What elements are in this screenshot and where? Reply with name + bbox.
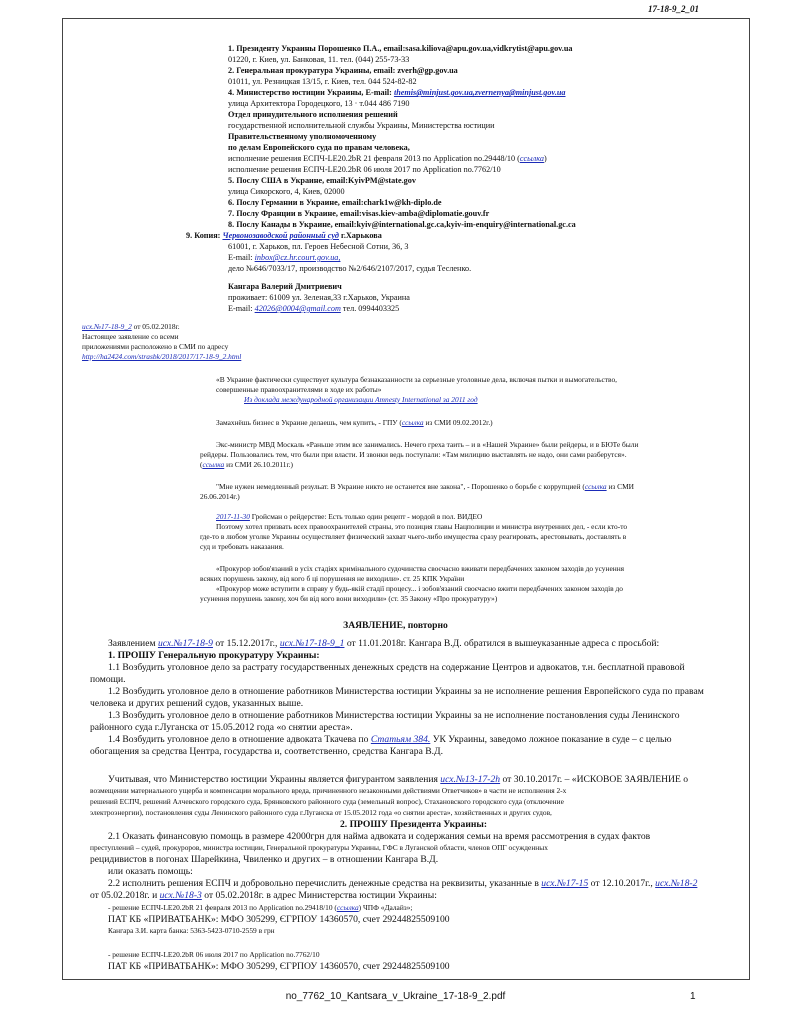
addressee-line: государственной исполнительной службы Украины, Министерства юстиции [228, 121, 495, 130]
source-link[interactable]: ссылка [336, 903, 359, 912]
text: Заявлением [108, 638, 158, 649]
body-line: решений ЕСПЧ, решений Алчевского городского суда, Брянковского районного суда (земельный вопрос), Стахановского городского суда (отключение [90, 797, 564, 806]
bank-details: ПАТ КБ «ПРИВАТБАНК»: МФО 305299, ЄГРПОУ 14360570, счет 29244825509100 [108, 961, 450, 972]
text: от 05.02.2018г. в адрес Министерства юстиции Украины: [201, 890, 437, 901]
quote-line [200, 460, 293, 469]
text: 4. Министерство юстиции Украины, E-mail: [228, 88, 394, 97]
addressee-line: 6. Послу Германии в Украине, email:chark1w@kh-diplo.de [228, 198, 442, 207]
body-line: 1.3 Возбудить уголовное дело в отношение работников Министерства юстиции Украины за не исполнение постановления суды Ленинского [108, 710, 680, 721]
text: из СМИ [606, 482, 635, 491]
addressee-line: улица Архитектора Городецкого, 13 · т.044 486 7190 [228, 99, 410, 108]
quote-line [216, 482, 634, 491]
body-line: человека и других решений судов, указанных выше. [90, 698, 304, 709]
source-link[interactable]: ссылка [202, 460, 225, 469]
section-heading: 1. ПРОШУ Генеральную прокуратуру Украины: [108, 650, 320, 661]
text: г.Харькова [339, 231, 382, 240]
email-link[interactable]: 42026@0004@gmail.com [254, 304, 341, 313]
date-link[interactable]: 2017-11-30 [216, 512, 250, 521]
bank-details: ПАТ КБ «ПРИВАТБАНК»: МФО 305299, ЄГРПОУ 14360570, счет 29244825509100 [108, 914, 450, 925]
addressee-line: Отдел принудительного исполнения решений [228, 110, 398, 119]
body-line [90, 890, 437, 902]
quote-line: «Прокурор може вступити в справу у будь-якій стадії процесу... і зобов'язаний своєчасно вжити передбачених законом заходів до [216, 584, 623, 593]
quote-line: Экс-министр МВД Москаль «Раньше этим все занимались. Нечего греха таить – и в «Нашей Украине» были рейдеры, и в БЮТе были [216, 440, 639, 449]
addressee-line: 01220, г. Киев, ул. Банковая, 11. тел. (044) 255-73-33 [228, 55, 410, 64]
text: Гройсман о рейдерстве: Есть только один рецепт - мордой в пол. ВИДЕО [249, 512, 483, 521]
text: Замахнёшь бизнес в Украине делаешь, чем купить, - ГПУ ( [216, 418, 402, 427]
article-link[interactable]: Статьям 384. [370, 734, 431, 745]
addressee-line: улица Сикорского, 4, Киев, 02000 [228, 187, 345, 196]
footer-page-number: 1 [690, 991, 696, 1002]
body-line [108, 878, 697, 890]
addressee-line: дело №646/7033/17, производство №2/646/2107/2017, судья Тесленко. [228, 264, 472, 273]
addressee-line [228, 154, 547, 164]
document-title: ЗАЯВЛЕНИЕ, повторно [343, 620, 448, 631]
addressee-line: 2. Генеральная прокуратура Украины, email: zverh@gp.gov.ua [228, 66, 458, 75]
body-line: или оказать помощь: [108, 866, 193, 877]
email-link[interactable]: themis@minjust.gov.ua,zvernenya@minjust.gov.ua [393, 88, 566, 97]
addressee-line: Правительственному уполномоченному [228, 132, 377, 141]
quote-line: суд и требовать наказания. [200, 542, 284, 551]
court-link[interactable]: Червонозаводской районный суд [222, 231, 339, 240]
addressee-line [228, 253, 340, 263]
text: 1.4 Возбудить уголовное дело в отношение адвоката Ткачева по [108, 734, 371, 745]
quote-line: усунення порушень закону, хоч би від кого вони виходили» (ст. 35 Закону «Про прокуратуру») [200, 594, 498, 603]
body-line: 1.2 Возбудить уголовное дело в отношение работников Министерства юстиции Украины за не исполнение решения Европейского суда по правам [108, 686, 704, 697]
sender-name: Кангара Валерий Дмитриевич [228, 282, 342, 291]
quote-line: 26.06.2014г.) [200, 492, 240, 501]
text: от 11.01.2018г. Кангара В.Д. обратился в вышеуказанные адреса с просьбой: [344, 638, 660, 649]
text: от 15.12.2017г., [212, 638, 280, 649]
text: из СМИ 26.10.2011г.) [224, 460, 293, 469]
source-link[interactable]: ссылка [584, 482, 607, 491]
body-line [108, 903, 412, 912]
body-line: 1.1 Возбудить уголовное дело за растрату государственных денежных средств на содержание Центров и адвокатов, т.н. бесплатной правовой [108, 662, 685, 673]
body-line [108, 638, 659, 650]
text: от 05.02.2018г. и [90, 890, 160, 901]
addressee-line: 1. Президенту Украины Порошенко П.А., email:sasa.kiliova@apu.gov.ua,vidkrytist@apu.gov.ua [228, 44, 573, 53]
ref-line: Настоящее заявление со всеми [82, 332, 179, 341]
body-line: электроэнергии), постановления суды Ленинского районного суда г.Луганска от 15.05.2012 года «о снятии ареста», хозяйственных и других судов, [90, 808, 552, 817]
body-line: районного суда г.Луганска от 15.05.2012 года «о снятии ареста». [90, 722, 353, 733]
quote-line: «В Украине фактически существует культура безнаказанности за серьезные уголовные дела, включая пытки и вымогательство, [216, 375, 618, 384]
body-line: 2.1 Оказать финансовую помощь в размере 42000грн для найма адвоката и содержания семьи на время рассмотрения в судах фактов [108, 831, 651, 842]
body-line [108, 734, 672, 746]
addressee-line: 8. Послу Канады в Украине, email:kyiv@international.gc.ca,kyiv-im-enquiry@international.gc.ca [228, 220, 576, 229]
body-line: помощи. [90, 674, 126, 685]
quote-line [216, 512, 482, 521]
text: от 30.10.2017г. – «ИСКОВОЕ ЗАЯВЛЕНИЕ о [500, 774, 689, 785]
addressee-line: 61001, г. Харьков, пл. Героев Небесной Сотни, 36, 3 [228, 242, 409, 251]
addressee-line: по делам Европейского суда по правам человека, [228, 143, 410, 152]
text: E-mail: [228, 253, 255, 262]
text: 9. Копия: [186, 231, 223, 240]
quote-line [216, 418, 493, 427]
sender-address: проживает: 61009 ул. Зеленая,33 г.Харьков, Украина [228, 293, 410, 302]
ref-link[interactable]: исх.№13-17-2h [440, 774, 501, 785]
body-line: возмещении материального ущерба и компенсации морального вреда, причиненного незаконными действиями Ответчиков» в части не исполнения 2-х [90, 786, 567, 795]
footer-filename: no_7762_10_Kantsara_v_Ukraine_17-18-9_2.pdf [285, 991, 506, 1002]
text: - решение ЕСПЧ-LE20.2bR 21 февраля 2013 по Application no.29418/10 ( [108, 903, 337, 912]
card-details: Кангара З.И. карта банка: 5363-5423-0710-2559 в грн [108, 926, 275, 935]
text: E-mail: [228, 304, 255, 313]
text: Учитывая, что Министерство юстиции Украины является фигурантом заявления [108, 774, 441, 785]
addressee-line: 7. Послу Франции в Украине, email:visas.kiev-amba@diplomatie.gouv.fr [228, 209, 490, 218]
text: тел. 0994403325 [340, 304, 400, 313]
quote-line: рейдеры. Пользовались тем, что были при власти. И звонки ведь поступали: «Там милицию выставлять не надо, они сами разберутся». [200, 450, 627, 459]
source-link[interactable]: ссылка [401, 418, 424, 427]
sender-contact [228, 304, 399, 314]
body-line: - решение ЕСПЧ-LE20.2bR 06 июля 2017 по Application no.7762/10 [108, 950, 320, 959]
quote-source-link[interactable]: Из доклада международной организации Amnesty International за 2011 год [244, 395, 478, 404]
text: из СМИ 09.02.2012г.) [423, 418, 493, 427]
text: от 12.10.2017г., [588, 878, 656, 889]
email-link[interactable]: inbox@cz.hr.court.gov.ua, [254, 253, 341, 262]
ref-link[interactable]: исх.№17-18-9_2 [82, 322, 132, 331]
ref-line: приложениями расположено в СМИ по адресу [82, 342, 229, 351]
quote-line: где-то в любом уголке Украины осуществляет физический захват чьего-либо имущества сразу реагировать, арестовывать, доставлять в [200, 532, 627, 541]
quote-line: совершенные правоохранителями в ходе их работы» [216, 385, 382, 394]
addressee-line [228, 88, 566, 98]
quote-line: «Прокурор зобов'язаний в усіх стадіях кримінального судочинства своєчасно вживати передбачених законом заходів до усунення [216, 564, 625, 573]
body-line [108, 774, 688, 786]
text: исполнение решения ЕСПЧ-LE20.2bR 21 февраля 2013 по Application no.29448/10 ( [228, 154, 520, 163]
text: от 05.02.2018г. [131, 322, 180, 331]
quote-line: Поэтому хотел призвать всех правоохранителей страны, это позиция главы Нацполиции и министра внутренних дел, - если кто-то [216, 522, 628, 531]
addressee-line: 01011, ул. Резницкая 13/15, г. Киев, тел. 044 524-82-82 [228, 77, 417, 86]
ref-line [82, 352, 241, 361]
publication-link[interactable]: http://ha2424.com/strasbk/2018/2017/17-18-9_2.html [82, 352, 242, 361]
body-line: обогащения за средства Центра, государства и, соответственно, средства Кангара В.Д. [90, 746, 443, 757]
text: "Мне нужен немедленный резульат. В Украине никто не останется вне закона", - Порошенко о борьбе с коррупцией ( [216, 482, 585, 491]
page-id: 17-18-9_2_01 [648, 4, 699, 14]
ref-link[interactable]: исх.№18-2 [655, 878, 698, 889]
text: ) ЧПФ «Далайз»; [358, 903, 413, 912]
body-line: рецидивистов в погонах Шарейкина, Чвиленко и других – в отношении Кангара В.Д. [90, 854, 439, 865]
text: ) [543, 154, 547, 163]
quote-line: всяких порушень закону, від кого б ці порушення не виходили». ст. 25 КПК України [200, 574, 465, 583]
addressee-line: 5. Послу США в Украине, email:KyivPM@state.gov [228, 176, 416, 185]
ref-link[interactable]: исх.№17-18-9_1 [279, 638, 345, 649]
body-line: преступлений – судей, прокуроров, министра юстиции, Генеральной прокуратуры Украины, ГФС в Луганской области, членов ОПГ осужденных [90, 843, 548, 852]
text: 2.2 исполнить решения ЕСПЧ и добровольно перечислить денежные средства на реквизиты, указанные в [108, 878, 542, 889]
text: УК Украины, заведомо ложное показание в суде – с целью [430, 734, 672, 745]
section-heading: 2. ПРОШУ Президента Украины: [340, 819, 488, 830]
addressee-line: исполнение решения ЕСПЧ-LE20.2bR 06 июля 2017 по Application no.7762/10 [228, 165, 501, 174]
addressee-line [186, 231, 382, 241]
ref-link[interactable]: исх.№17-18-9 [157, 638, 213, 649]
ref-link[interactable]: исх.№18-3 [159, 890, 202, 901]
source-link[interactable]: ссылка [519, 154, 544, 163]
ref-link[interactable]: исх.№17-15 [541, 878, 589, 889]
ref-line [82, 322, 180, 331]
text: ( [200, 460, 203, 469]
